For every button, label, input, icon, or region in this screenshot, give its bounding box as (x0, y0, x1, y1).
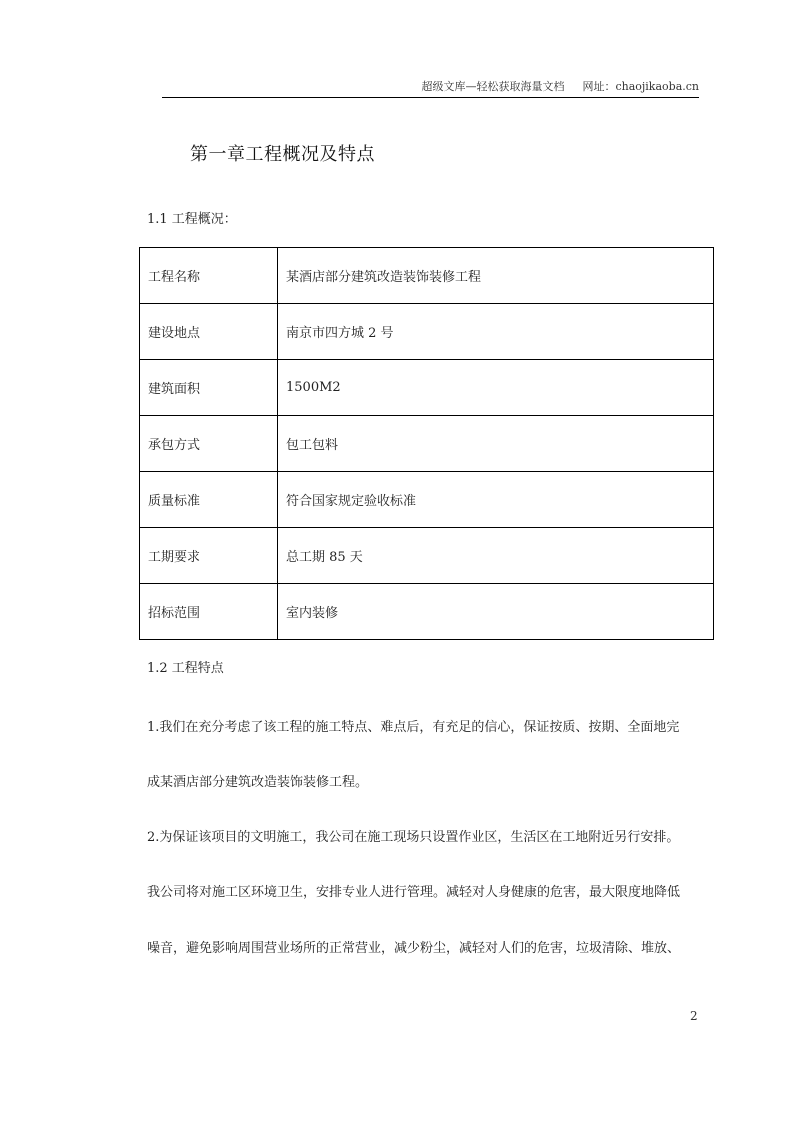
row-value: 包工包料 (278, 416, 714, 472)
row-label: 招标范围 (140, 584, 278, 640)
row-value: 总工期 85 天 (278, 528, 714, 584)
row-label: 质量标准 (140, 472, 278, 528)
paragraph-line: 我公司将对施工区环境卫生，安排专业人进行管理。减轻对人身健康的危害，最大限度地降低 (147, 885, 681, 900)
row-label: 建筑面积 (140, 360, 278, 416)
row-value: 室内装修 (278, 584, 714, 640)
paragraph-line: 1.我们在充分考虑了该工程的施工特点、难点后，有充足的信心，保证按质、按期、全面地完 (147, 720, 680, 735)
chapter-title: 第一章工程概况及特点 (190, 144, 375, 165)
header-site-name: 超级文库—轻松获取海量文档 (421, 80, 565, 93)
table-row (140, 360, 714, 416)
section-heading-1-1: 1.1 工程概况： (147, 212, 237, 227)
row-label: 工程名称 (140, 248, 278, 304)
row-value: 某酒店部分建筑改造装饰装修工程 (278, 248, 714, 304)
table-row (140, 528, 714, 584)
row-value: 1500M2 (278, 360, 714, 416)
table-row (140, 584, 714, 640)
table-row (140, 472, 714, 528)
paragraph-line: 成某酒店部分建筑改造装饰装修工程。 (147, 775, 369, 790)
section-heading-1-2: 1.2 工程特点 (147, 661, 224, 676)
table-row (140, 304, 714, 360)
table-row (140, 248, 714, 304)
table-row (140, 416, 714, 472)
paragraph-line: 噪音，避免影响周围营业场所的正常营业，减少粉尘，减轻对人们的危害，垃圾清除、堆放、 (147, 941, 681, 956)
header-url: chaojikaoba.cn (615, 80, 699, 93)
page-header (162, 78, 699, 98)
row-value: 南京市四方城 2 号 (278, 304, 714, 360)
page-number: 2 (690, 1009, 698, 1023)
paragraph-line: 2.为保证该项目的文明施工，我公司在施工现场只设置作业区，生活区在工地附近另行安排。 (147, 830, 680, 845)
row-label: 建设地点 (140, 304, 278, 360)
row-value: 符合国家规定验收标准 (278, 472, 714, 528)
row-label: 承包方式 (140, 416, 278, 472)
row-label: 工期要求 (140, 528, 278, 584)
header-url-label: 网址： (582, 80, 616, 93)
project-overview-table (139, 247, 714, 640)
